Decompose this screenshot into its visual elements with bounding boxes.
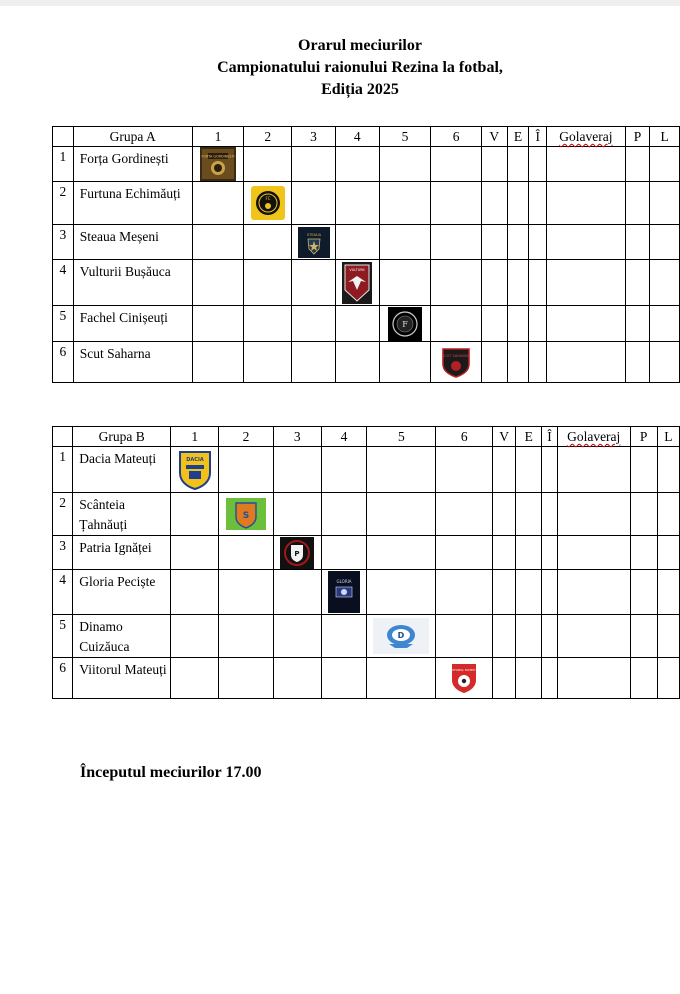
cell — [192, 342, 244, 383]
table-row — [53, 342, 680, 383]
cell — [379, 182, 431, 225]
cell — [335, 182, 379, 225]
header-col-1: 1 — [171, 427, 219, 447]
title-line-2: Campionatului raionului Rezina la fotbal, — [217, 59, 503, 76]
header-l: L — [657, 427, 679, 447]
cell — [379, 342, 431, 383]
cell — [192, 306, 244, 342]
cell — [244, 225, 292, 260]
team-name: Forța Gordinești — [73, 147, 192, 182]
logo-cell — [379, 306, 431, 342]
cell — [507, 147, 529, 182]
team-number: 1 — [53, 447, 73, 493]
header-group-name: Grupa A — [73, 127, 192, 147]
logo-text: VULTURII — [349, 267, 365, 272]
title-line-3: Ediția 2025 — [321, 81, 399, 98]
cell — [219, 570, 273, 615]
cell — [542, 658, 557, 699]
team-number: 2 — [53, 493, 73, 536]
cell — [436, 493, 492, 536]
cell — [557, 615, 630, 658]
forta-gordinesti-crest-icon — [200, 147, 236, 181]
cell — [657, 536, 679, 570]
logo-cell — [436, 658, 492, 699]
cell — [436, 570, 492, 615]
cell — [436, 536, 492, 570]
header-col-5: 5 — [367, 427, 436, 447]
team-number: 5 — [53, 306, 74, 342]
cell — [431, 182, 482, 225]
cell — [657, 447, 679, 493]
cell — [542, 493, 557, 536]
logo-cell — [273, 536, 321, 570]
logo-cell — [192, 147, 244, 182]
cell — [507, 342, 529, 383]
cell — [557, 493, 630, 536]
cell — [192, 182, 244, 225]
cell — [335, 342, 379, 383]
cell — [657, 493, 679, 536]
cell — [244, 306, 292, 342]
header-wins: V — [492, 427, 515, 447]
fachel-ciniseuti-crest-icon — [388, 307, 422, 341]
table-row — [53, 225, 680, 260]
header-col-4: 4 — [321, 427, 366, 447]
team-number: 1 — [53, 147, 74, 182]
cell — [625, 342, 650, 383]
cell — [492, 658, 515, 699]
team-number: 4 — [53, 260, 74, 306]
header-col-1: 1 — [192, 127, 244, 147]
title-line-1: Orarul meciurilor — [298, 37, 422, 54]
header-blank — [53, 427, 73, 447]
cell — [273, 615, 321, 658]
cell — [625, 306, 650, 342]
cell — [507, 182, 529, 225]
scut-saharna-crest-icon — [441, 346, 471, 378]
match-start-time: Începutul meciurilor 17.00 — [80, 764, 262, 781]
cell — [431, 306, 482, 342]
cell — [219, 536, 273, 570]
cell — [516, 536, 542, 570]
table-row — [53, 147, 680, 182]
cell — [273, 570, 321, 615]
cell — [379, 225, 431, 260]
logo-text: FORTA GORDINESTI — [201, 154, 235, 159]
group-b-header-row — [53, 427, 680, 447]
team-name: Gloria Peciște — [73, 570, 171, 615]
header-col-3: 3 — [273, 427, 321, 447]
cell — [321, 658, 366, 699]
cell — [529, 306, 547, 342]
cell — [481, 260, 507, 306]
logo-cell — [431, 342, 482, 383]
cell — [335, 306, 379, 342]
cell — [547, 147, 626, 182]
cell — [507, 306, 529, 342]
goal-difference-label: Golaveraj — [567, 429, 621, 444]
cell — [542, 570, 557, 615]
cell — [492, 570, 515, 615]
logo-text: VIITORUL MATEUTI — [450, 668, 479, 672]
header-points: P — [625, 127, 650, 147]
logo-cell — [171, 447, 219, 493]
cell — [650, 342, 680, 383]
cell — [481, 182, 507, 225]
vulturii-busauca-crest-icon — [342, 262, 372, 304]
cell — [650, 182, 680, 225]
logo-cell — [321, 570, 366, 615]
top-shade — [0, 0, 680, 6]
team-number: 6 — [53, 342, 74, 383]
team-name: Viitorul Mateuți — [73, 658, 171, 699]
team-number: 5 — [53, 615, 73, 658]
cell — [630, 570, 657, 615]
table-row — [53, 493, 680, 536]
logo-text: FC — [265, 196, 271, 201]
cell — [630, 447, 657, 493]
header-col-5: 5 — [379, 127, 431, 147]
group-a-table — [52, 126, 680, 383]
table-row — [53, 658, 680, 699]
cell — [516, 570, 542, 615]
logo-text: DACIA — [185, 456, 204, 463]
header-goal-difference — [557, 427, 630, 447]
cell — [492, 493, 515, 536]
cell — [529, 342, 547, 383]
header-l: L — [650, 127, 680, 147]
logo-cell — [335, 260, 379, 306]
header-blank — [53, 127, 74, 147]
cell — [171, 536, 219, 570]
cell — [630, 493, 657, 536]
cell — [436, 615, 492, 658]
logo-cell — [292, 225, 336, 260]
cell — [321, 615, 366, 658]
cell — [379, 260, 431, 306]
cell — [529, 260, 547, 306]
cell — [557, 536, 630, 570]
table-row — [53, 306, 680, 342]
cell — [321, 536, 366, 570]
team-name: Dinamo Cuizăuca — [73, 615, 171, 658]
cell — [273, 493, 321, 536]
cell — [492, 447, 515, 493]
cell — [367, 536, 436, 570]
team-number: 3 — [53, 225, 74, 260]
cell — [367, 493, 436, 536]
team-name: Scânteia Țahnăuți — [73, 493, 171, 536]
cell — [542, 615, 557, 658]
cell — [171, 493, 219, 536]
cell — [321, 447, 366, 493]
team-name: Steaua Meșeni — [73, 225, 192, 260]
cell — [171, 570, 219, 615]
team-name: Patria Ignăței — [73, 536, 171, 570]
cell — [625, 225, 650, 260]
cell — [650, 306, 680, 342]
dinamo-cuizauca-crest-icon — [373, 618, 429, 654]
cell — [292, 182, 336, 225]
team-name: Scut Saharna — [73, 342, 192, 383]
cell — [650, 225, 680, 260]
logo-text: D — [398, 631, 405, 640]
logo-text: P — [294, 549, 300, 558]
cell — [542, 447, 557, 493]
team-number: 2 — [53, 182, 74, 225]
cell — [492, 615, 515, 658]
cell — [547, 342, 626, 383]
cell — [192, 260, 244, 306]
cell — [542, 536, 557, 570]
furtuna-echimauti-crest-icon — [251, 186, 285, 220]
cell — [547, 260, 626, 306]
cell — [625, 147, 650, 182]
cell — [367, 658, 436, 699]
header-col-6: 6 — [436, 427, 492, 447]
header-col-4: 4 — [335, 127, 379, 147]
cell — [436, 447, 492, 493]
cell — [557, 447, 630, 493]
cell — [507, 225, 529, 260]
cell — [630, 658, 657, 699]
cell — [219, 658, 273, 699]
cell — [547, 225, 626, 260]
team-name: Fachel Cinișeuți — [73, 306, 192, 342]
cell — [657, 570, 679, 615]
logo-cell — [244, 182, 292, 225]
cell — [335, 225, 379, 260]
cell — [547, 182, 626, 225]
cell — [321, 493, 366, 536]
table-row — [53, 536, 680, 570]
cell — [625, 182, 650, 225]
logo-text: SCUT SAHARNA — [441, 354, 471, 358]
viitorul-mateuti-crest-icon — [450, 661, 478, 695]
header-col-3: 3 — [292, 127, 336, 147]
cell — [630, 536, 657, 570]
cell — [367, 447, 436, 493]
logo-text: GLORIA — [336, 579, 352, 584]
dacia-mateuti-crest-icon — [177, 449, 213, 491]
cell — [650, 147, 680, 182]
header-goal-difference — [547, 127, 626, 147]
cell — [431, 260, 482, 306]
header-losses: Î — [542, 427, 557, 447]
cell — [367, 570, 436, 615]
header-draws: E — [507, 127, 529, 147]
cell — [244, 147, 292, 182]
cell — [273, 658, 321, 699]
cell — [292, 147, 336, 182]
goal-difference-label: Golaveraj — [559, 129, 613, 144]
cell — [516, 658, 542, 699]
cell — [657, 658, 679, 699]
cell — [219, 615, 273, 658]
patria-ignatei-crest-icon — [280, 537, 314, 569]
team-number: 6 — [53, 658, 73, 699]
header-col-2: 2 — [219, 427, 273, 447]
team-name: Vulturii Bușăuca — [73, 260, 192, 306]
cell — [529, 147, 547, 182]
cell — [650, 260, 680, 306]
cell — [171, 615, 219, 658]
cell — [529, 182, 547, 225]
header-wins: V — [481, 127, 507, 147]
team-number: 4 — [53, 570, 73, 615]
cell — [219, 447, 273, 493]
document-title — [0, 35, 680, 101]
cell — [292, 260, 336, 306]
cell — [481, 306, 507, 342]
cell — [292, 306, 336, 342]
header-losses: Î — [529, 127, 547, 147]
cell — [630, 615, 657, 658]
cell — [657, 615, 679, 658]
cell — [492, 536, 515, 570]
cell — [516, 493, 542, 536]
cell — [335, 147, 379, 182]
steaua-meseni-crest-icon — [298, 227, 330, 258]
header-draws: E — [516, 427, 542, 447]
cell — [244, 342, 292, 383]
table-row — [53, 570, 680, 615]
team-name: Dacia Mateuți — [73, 447, 171, 493]
group-a-header-row — [53, 127, 680, 147]
logo-cell — [367, 615, 436, 658]
logo-text: F — [402, 319, 408, 329]
table-row — [53, 182, 680, 225]
cell — [273, 447, 321, 493]
cell — [557, 570, 630, 615]
cell — [481, 147, 507, 182]
group-b-table — [52, 426, 680, 699]
cell — [431, 147, 482, 182]
table-row — [53, 447, 680, 493]
cell — [171, 658, 219, 699]
cell — [625, 260, 650, 306]
header-group-name: Grupa B — [73, 427, 171, 447]
scanteia-tahnauti-crest-icon — [226, 498, 266, 530]
team-name: Furtuna Echimăuți — [73, 182, 192, 225]
logo-text: S — [242, 511, 250, 521]
header-col-2: 2 — [244, 127, 292, 147]
logo-text: STEAUA — [306, 232, 321, 237]
table-row — [53, 615, 680, 658]
cell — [431, 225, 482, 260]
cell — [379, 147, 431, 182]
header-points: P — [630, 427, 657, 447]
cell — [557, 658, 630, 699]
cell — [292, 342, 336, 383]
cell — [192, 225, 244, 260]
cell — [507, 260, 529, 306]
cell — [516, 615, 542, 658]
header-col-6: 6 — [431, 127, 482, 147]
cell — [481, 342, 507, 383]
cell — [547, 306, 626, 342]
cell — [244, 260, 292, 306]
gloria-peciste-crest-icon — [328, 571, 360, 613]
cell — [481, 225, 507, 260]
logo-cell — [219, 493, 273, 536]
cell — [529, 225, 547, 260]
table-row — [53, 260, 680, 306]
team-number: 3 — [53, 536, 73, 570]
cell — [516, 447, 542, 493]
